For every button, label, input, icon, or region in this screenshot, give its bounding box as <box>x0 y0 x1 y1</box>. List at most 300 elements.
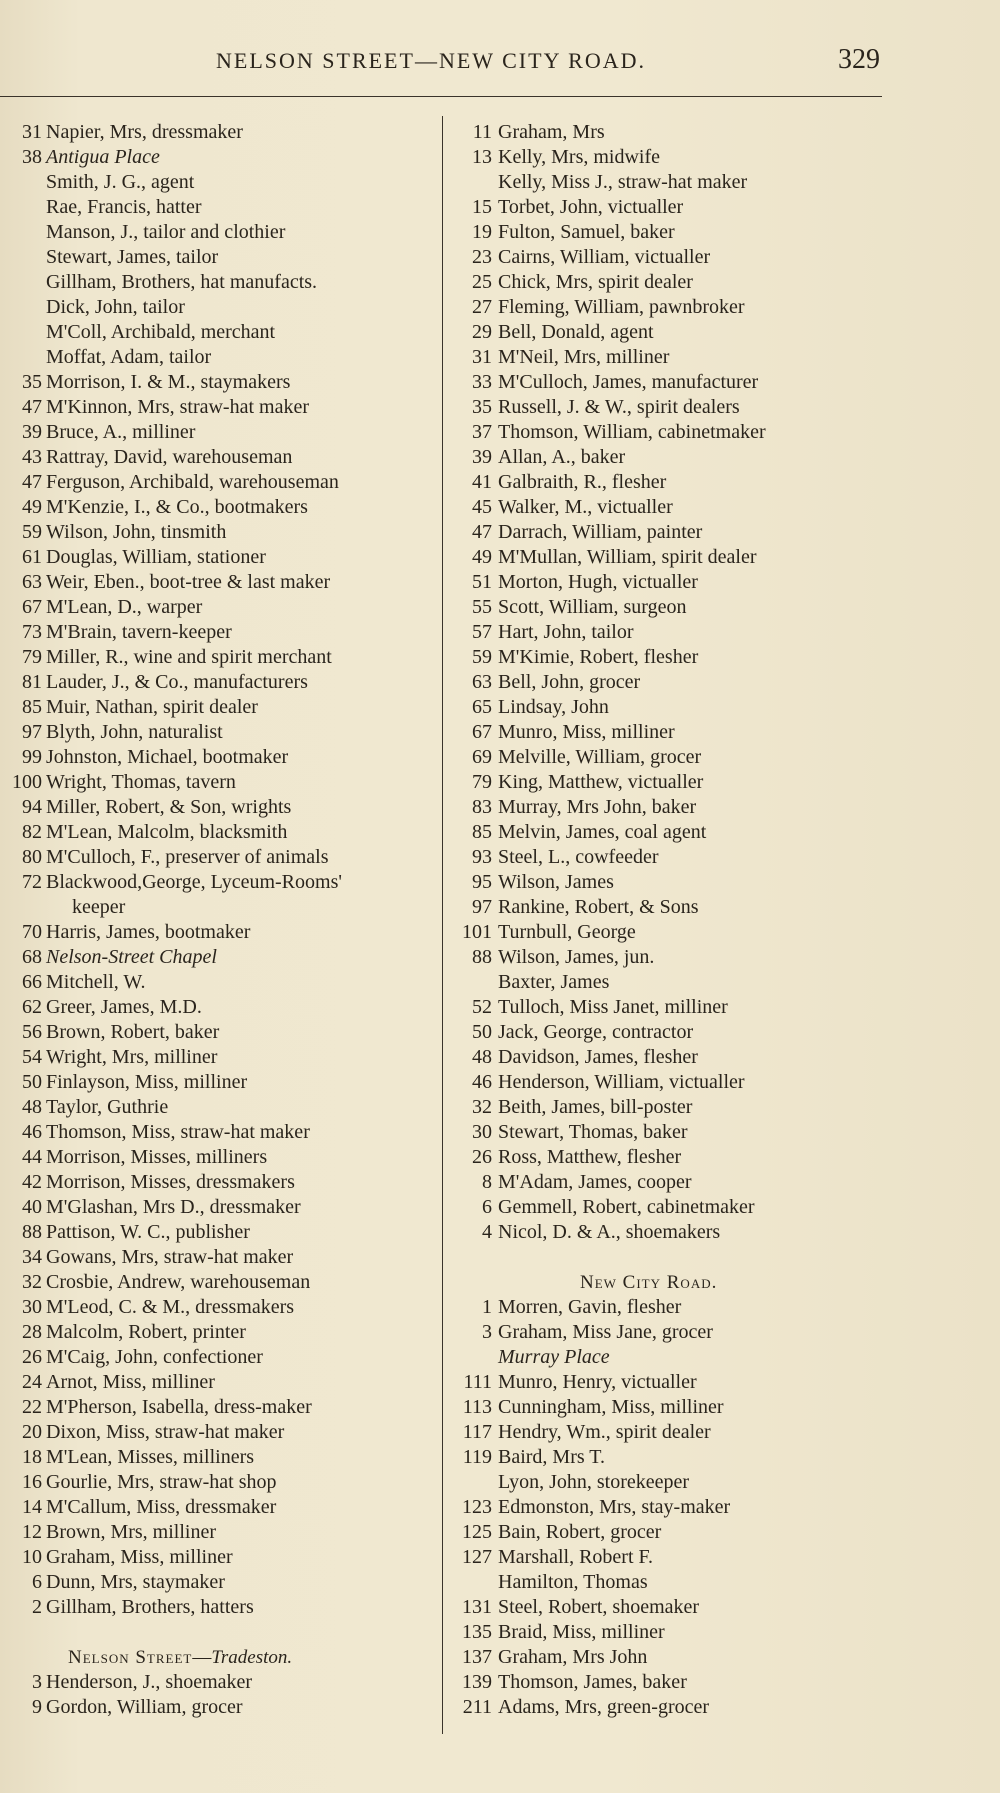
occupant-entry: Munro, Miss, milliner <box>498 721 675 743</box>
directory-entry <box>452 1045 882 1070</box>
directory-entry <box>0 1095 440 1120</box>
directory-entry <box>452 1495 882 1520</box>
house-number: 139 <box>462 1671 492 1693</box>
header-rule <box>0 96 882 97</box>
occupant-entry: M'Kimie, Robert, flesher <box>498 646 699 668</box>
house-number: 31 <box>472 346 492 368</box>
occupant-entry: Morrison, Misses, milliners <box>46 1146 268 1168</box>
directory-entry <box>0 670 440 695</box>
directory-entry <box>0 495 440 520</box>
occupant-entry: Adams, Mrs, green-grocer <box>498 1696 710 1718</box>
house-number: 80 <box>22 846 42 868</box>
occupant-entry: Wilson, James, jun. <box>498 946 655 968</box>
house-number: 48 <box>472 1046 492 1068</box>
occupant-entry: M'Mullan, William, spirit dealer <box>498 546 757 568</box>
house-number: 34 <box>22 1246 42 1268</box>
occupant-entry: Smith, J. G., agent <box>46 171 195 193</box>
house-number: 12 <box>22 1521 42 1543</box>
occupant-entry: Ross, Matthew, flesher <box>498 1146 682 1168</box>
directory-entry <box>0 420 440 445</box>
house-number: 46 <box>22 1121 42 1143</box>
occupant-entry: M'Lean, Malcolm, blacksmith <box>46 821 288 843</box>
directory-entry <box>0 145 440 170</box>
directory-entry <box>452 1020 882 1045</box>
house-number: 40 <box>22 1196 42 1218</box>
house-number: 19 <box>472 221 492 243</box>
house-number: 72 <box>22 871 42 893</box>
directory-entry <box>452 1420 882 1445</box>
section-heading-new-city-road <box>452 1270 882 1295</box>
directory-entry <box>0 1445 440 1470</box>
occupant-entry: M'Brain, tavern-keeper <box>46 621 232 643</box>
directory-entry <box>452 1345 882 1370</box>
directory-entry <box>452 1195 882 1220</box>
left-column <box>0 120 440 1720</box>
house-number: 111 <box>463 1371 492 1393</box>
directory-entry <box>0 620 440 645</box>
directory-entry <box>452 1370 882 1395</box>
occupant-entry: Braid, Miss, milliner <box>498 1621 665 1643</box>
occupant-entry: Lauder, J., & Co., manufacturers <box>46 671 308 693</box>
house-number: 45 <box>472 496 492 518</box>
house-number: 32 <box>472 1096 492 1118</box>
directory-entry <box>0 1020 440 1045</box>
house-number: 24 <box>22 1371 42 1393</box>
occupant-entry: Douglas, William, stationer <box>46 546 266 568</box>
house-number: 33 <box>472 371 492 393</box>
house-number: 11 <box>472 121 492 143</box>
page-header <box>0 44 1000 84</box>
directory-entry <box>452 845 882 870</box>
occupant-entry: Blackwood,George, Lyceum-Rooms' <box>46 871 342 893</box>
occupant-entry: Gordon, William, grocer <box>46 1696 243 1718</box>
occupant-entry: Steel, L., cowfeeder <box>498 846 659 868</box>
house-number: 25 <box>472 271 492 293</box>
house-number: 88 <box>22 1221 42 1243</box>
occupant-entry: Steel, Robert, shoemaker <box>498 1596 700 1618</box>
directory-entry <box>0 1220 440 1245</box>
directory-entry <box>0 870 440 895</box>
house-number: 44 <box>22 1146 42 1168</box>
section-gap <box>0 1620 440 1645</box>
house-number: 47 <box>472 521 492 543</box>
directory-entry <box>0 920 440 945</box>
directory-entry <box>452 395 882 420</box>
occupant-entry: M'Leod, C. & M., dressmakers <box>46 1296 295 1318</box>
occupant-entry: Pattison, W. C., publisher <box>46 1221 250 1243</box>
directory-entry <box>452 1395 882 1420</box>
section-heading-road: New City Road. <box>580 1272 718 1293</box>
occupant-entry: Cunningham, Miss, milliner <box>498 1396 724 1418</box>
house-number: 6 <box>482 1196 492 1218</box>
directory-entry <box>0 1695 440 1720</box>
section-heading-district: Tradeston. <box>211 1647 293 1668</box>
house-number: 113 <box>462 1396 492 1418</box>
occupant-entry: Marshall, Robert F. <box>498 1546 654 1568</box>
house-number: 9 <box>32 1696 42 1718</box>
occupant-entry: Gillham, Brothers, hatters <box>46 1596 254 1618</box>
occupant-entry: Stewart, Thomas, baker <box>498 1121 688 1143</box>
directory-entry <box>452 145 882 170</box>
directory-entry <box>0 1070 440 1095</box>
occupant-entry: Munro, Henry, victualler <box>498 1371 697 1393</box>
occupant-entry: keeper <box>72 896 126 918</box>
house-number: 66 <box>22 971 42 993</box>
house-number: 55 <box>472 596 492 618</box>
occupant-entry: Fleming, William, pawnbroker <box>498 296 745 318</box>
house-number: 83 <box>472 796 492 818</box>
occupant-entry: Morrison, Misses, dressmakers <box>46 1171 295 1193</box>
directory-entry <box>452 870 882 895</box>
directory-entry <box>0 1245 440 1270</box>
occupant-entry: M'Lean, Misses, milliners <box>46 1446 255 1468</box>
house-number: 1 <box>482 1296 492 1318</box>
occupant-entry: M'Glashan, Mrs D., dressmaker <box>46 1196 301 1218</box>
occupant-entry: Rattray, David, warehouseman <box>46 446 293 468</box>
occupant-entry: Melville, William, grocer <box>498 746 702 768</box>
directory-entry <box>0 720 440 745</box>
house-number: 59 <box>472 646 492 668</box>
house-number: 85 <box>472 821 492 843</box>
directory-entry <box>452 1695 882 1720</box>
occupant-entry: Tulloch, Miss Janet, milliner <box>498 996 728 1018</box>
occupant-entry: Arnot, Miss, milliner <box>46 1371 215 1393</box>
occupant-entry: Baxter, James <box>498 971 610 993</box>
directory-entry <box>452 495 882 520</box>
directory-entry <box>0 545 440 570</box>
directory-entry <box>0 120 440 145</box>
occupant-entry: Bell, Donald, agent <box>498 321 654 343</box>
directory-entry <box>452 820 882 845</box>
house-number: 88 <box>472 946 492 968</box>
house-number: 43 <box>22 446 42 468</box>
directory-entry <box>452 320 882 345</box>
occupant-entry: Baird, Mrs T. <box>498 1446 606 1468</box>
directory-entry <box>452 270 882 295</box>
page-number: 329 <box>838 44 880 75</box>
directory-entry <box>0 1120 440 1145</box>
occupant-entry: Thomson, William, cabinetmaker <box>498 421 766 443</box>
directory-entry <box>0 570 440 595</box>
occupant-entry: Dixon, Miss, straw-hat maker <box>46 1421 285 1443</box>
house-number: 52 <box>472 996 492 1018</box>
house-number: 37 <box>472 421 492 443</box>
directory-entry <box>452 920 882 945</box>
directory-entry <box>0 1195 440 1220</box>
section-heading-dash: — <box>192 1647 212 1668</box>
house-number: 23 <box>472 246 492 268</box>
occupant-entry: Moffat, Adam, tailor <box>46 346 212 368</box>
directory-entry <box>452 795 882 820</box>
occupant-entry: M'Coll, Archibald, merchant <box>46 321 276 343</box>
house-number: 48 <box>22 1096 42 1118</box>
directory-entry <box>0 1045 440 1070</box>
directory-entry <box>452 345 882 370</box>
occupant-entry: Scott, William, surgeon <box>498 596 687 618</box>
occupant-entry: Graham, Mrs John <box>498 1646 648 1668</box>
house-number: 81 <box>22 671 42 693</box>
occupant-entry: Turnbull, George <box>498 921 636 943</box>
directory-entry <box>0 520 440 545</box>
occupant-entry: Wright, Thomas, tavern <box>46 771 236 793</box>
directory-entry <box>0 645 440 670</box>
occupant-entry: M'Callum, Miss, dressmaker <box>46 1496 277 1518</box>
house-number: 20 <box>22 1421 42 1443</box>
directory-entry <box>0 1370 440 1395</box>
occupant-entry: Brown, Mrs, milliner <box>46 1521 216 1543</box>
house-number: 101 <box>462 921 492 943</box>
directory-entry <box>452 770 882 795</box>
directory-entry <box>452 1095 882 1120</box>
occupant-entry: Allan, A., baker <box>498 446 626 468</box>
directory-entry <box>0 945 440 970</box>
occupant-entry: Graham, Miss Jane, grocer <box>498 1321 713 1343</box>
house-number: 70 <box>22 921 42 943</box>
house-number: 137 <box>462 1646 492 1668</box>
house-number: 82 <box>22 821 42 843</box>
directory-entry <box>0 1470 440 1495</box>
house-number: 117 <box>462 1421 492 1443</box>
house-number: 67 <box>22 596 42 618</box>
directory-entry <box>0 1395 440 1420</box>
house-number: 6 <box>32 1571 42 1593</box>
directory-entry <box>452 420 882 445</box>
house-number: 97 <box>22 721 42 743</box>
house-number: 30 <box>22 1296 42 1318</box>
right-entries <box>452 120 882 1245</box>
occupant-entry: Greer, James, M.D. <box>46 996 202 1018</box>
directory-entry <box>0 995 440 1020</box>
house-number: 3 <box>482 1321 492 1343</box>
house-number: 39 <box>22 421 42 443</box>
directory-entry <box>452 1470 882 1495</box>
directory-entry <box>452 970 882 995</box>
running-title: NELSON STREET—NEW CITY ROAD. <box>216 48 646 73</box>
occupant-entry: Thomson, James, baker <box>498 1671 687 1693</box>
occupant-entry: Rae, Francis, hatter <box>46 196 202 218</box>
directory-entry <box>0 1595 440 1620</box>
directory-entry <box>452 595 882 620</box>
occupant-entry: Crosbie, Andrew, warehouseman <box>46 1271 311 1293</box>
occupant-entry: Taylor, Guthrie <box>46 1096 169 1118</box>
house-number: 47 <box>22 471 42 493</box>
directory-entry <box>452 195 882 220</box>
house-number: 13 <box>472 146 492 168</box>
section-heading-nelson-street-tradeston <box>0 1645 440 1670</box>
occupant-entry: M'Caig, John, confectioner <box>46 1346 263 1368</box>
occupant-entry: Gowans, Mrs, straw-hat maker <box>46 1246 294 1268</box>
house-number: 18 <box>22 1446 42 1468</box>
directory-entry <box>0 770 440 795</box>
occupant-entry: Bruce, A., milliner <box>46 421 196 443</box>
occupant-entry: Gillham, Brothers, hat manufacts. <box>46 271 318 293</box>
occupant-entry: Bain, Robert, grocer <box>498 1521 662 1543</box>
occupant-entry: Blyth, John, naturalist <box>46 721 223 743</box>
section-gap <box>452 1245 882 1270</box>
occupant-entry: Johnston, Michael, bootmaker <box>46 746 289 768</box>
occupant-entry: Morton, Hugh, victualler <box>498 571 698 593</box>
column-divider <box>442 116 443 1734</box>
directory-entry <box>0 1145 440 1170</box>
place-name: Murray Place <box>498 1346 610 1368</box>
house-number: 46 <box>472 1071 492 1093</box>
directory-entry <box>0 695 440 720</box>
house-number: 42 <box>22 1171 42 1193</box>
occupant-entry: Thomson, Miss, straw-hat maker <box>46 1121 310 1143</box>
directory-entry <box>452 1120 882 1145</box>
occupant-entry: Harris, James, bootmaker <box>46 921 251 943</box>
occupant-entry: M'Kenzie, I., & Co., bootmakers <box>46 496 308 518</box>
directory-entry <box>452 1520 882 1545</box>
directory-entry <box>452 545 882 570</box>
directory-entry <box>452 470 882 495</box>
directory-entry <box>452 370 882 395</box>
occupant-entry: Dunn, Mrs, staymaker <box>46 1571 225 1593</box>
house-number: 22 <box>22 1396 42 1418</box>
occupant-entry: M'Culloch, James, manufacturer <box>498 371 759 393</box>
house-number: 119 <box>462 1446 492 1468</box>
occupant-entry: Wilson, James <box>498 871 614 893</box>
directory-entry <box>0 1170 440 1195</box>
house-number: 50 <box>472 1021 492 1043</box>
occupant-entry: Muir, Nathan, spirit dealer <box>46 696 258 718</box>
house-number: 123 <box>462 1496 492 1518</box>
occupant-entry: Weir, Eben., boot-tree & last maker <box>46 571 331 593</box>
occupant-entry: M'Kinnon, Mrs, straw-hat maker <box>46 396 309 418</box>
directory-entry <box>452 1670 882 1695</box>
occupant-entry: M'Adam, James, cooper <box>498 1171 692 1193</box>
occupant-entry: Wilson, John, tinsmith <box>46 521 227 543</box>
directory-entry <box>452 945 882 970</box>
directory-entry <box>452 570 882 595</box>
occupant-entry: Malcolm, Robert, printer <box>46 1321 246 1343</box>
occupant-entry: Henderson, William, victualler <box>498 1071 745 1093</box>
house-number: 2 <box>32 1596 42 1618</box>
occupant-entry: Fulton, Samuel, baker <box>498 221 675 243</box>
house-number: 211 <box>462 1696 492 1718</box>
directory-entry <box>0 270 440 295</box>
house-number: 47 <box>22 396 42 418</box>
house-number: 14 <box>22 1496 42 1518</box>
occupant-entry: Morren, Gavin, flesher <box>498 1296 682 1318</box>
directory-entry <box>0 1345 440 1370</box>
directory-entry <box>0 470 440 495</box>
directory-entry <box>0 1495 440 1520</box>
occupant-entry: Brown, Robert, baker <box>46 1021 220 1043</box>
house-number: 79 <box>22 646 42 668</box>
section-heading-street: Nelson Street <box>68 1647 193 1668</box>
right-tail-entries <box>452 1295 882 1720</box>
directory-entry <box>0 370 440 395</box>
house-number: 54 <box>22 1046 42 1068</box>
house-number: 29 <box>472 321 492 343</box>
occupant-entry: Miller, R., wine and spirit merchant <box>46 646 332 668</box>
house-number: 30 <box>472 1121 492 1143</box>
occupant-entry: Bell, John, grocer <box>498 671 641 693</box>
occupant-entry: Finlayson, Miss, milliner <box>46 1071 248 1093</box>
directory-entry <box>452 520 882 545</box>
house-number: 127 <box>462 1546 492 1568</box>
house-number: 57 <box>472 621 492 643</box>
directory-entry <box>452 1545 882 1570</box>
house-number: 61 <box>22 546 42 568</box>
occupant-entry: Beith, James, bill-poster <box>498 1096 693 1118</box>
occupant-entry: Edmonston, Mrs, stay-maker <box>498 1496 731 1518</box>
directory-entry <box>0 1520 440 1545</box>
occupant-entry: Manson, J., tailor and clothier <box>46 221 286 243</box>
occupant-entry: Ferguson, Archibald, warehouseman <box>46 471 339 493</box>
house-number: 35 <box>472 396 492 418</box>
directory-entry <box>0 445 440 470</box>
house-number: 27 <box>472 296 492 318</box>
house-number: 94 <box>22 796 42 818</box>
occupant-entry: Miller, Robert, & Son, wrights <box>46 796 292 818</box>
directory-entry <box>0 1270 440 1295</box>
directory-entry <box>452 1220 882 1245</box>
directory-entry <box>0 245 440 270</box>
house-number: 59 <box>22 521 42 543</box>
occupant-entry: Davidson, James, flesher <box>498 1046 698 1068</box>
occupant-entry: Rankine, Robert, & Sons <box>498 896 699 918</box>
house-number: 38 <box>22 146 42 168</box>
directory-entry <box>452 895 882 920</box>
house-number: 125 <box>462 1521 492 1543</box>
directory-entry <box>452 670 882 695</box>
house-number: 69 <box>472 746 492 768</box>
house-number: 135 <box>462 1621 492 1643</box>
directory-entry <box>0 745 440 770</box>
directory-entry <box>0 1320 440 1345</box>
house-number: 49 <box>22 496 42 518</box>
directory-entry <box>0 395 440 420</box>
directory-entry <box>0 295 440 320</box>
occupant-entry: Wright, Mrs, milliner <box>46 1046 218 1068</box>
directory-entry <box>452 745 882 770</box>
occupant-entry: Gourlie, Mrs, straw-hat shop <box>46 1471 277 1493</box>
house-number: 51 <box>472 571 492 593</box>
directory-entry <box>0 345 440 370</box>
occupant-entry: M'Lean, D., warper <box>46 596 203 618</box>
directory-entry <box>452 1595 882 1620</box>
occupant-entry: Lyon, John, storekeeper <box>498 1471 690 1493</box>
occupant-entry: Morrison, I. & M., staymakers <box>46 371 291 393</box>
occupant-entry: Russell, J. & W., spirit dealers <box>498 396 740 418</box>
directory-entry <box>452 1645 882 1670</box>
right-column <box>452 120 882 1720</box>
directory-entry <box>0 1570 440 1595</box>
occupant-entry: Napier, Mrs, dressmaker <box>46 121 243 143</box>
occupant-entry: Hart, John, tailor <box>498 621 634 643</box>
house-number: 41 <box>472 471 492 493</box>
directory-entry <box>452 295 882 320</box>
house-number: 97 <box>472 896 492 918</box>
house-number: 39 <box>472 446 492 468</box>
occupant-entry: Dick, John, tailor <box>46 296 185 318</box>
directory-entry <box>452 995 882 1020</box>
directory-entry <box>0 1545 440 1570</box>
house-number: 68 <box>22 946 42 968</box>
house-number: 10 <box>22 1546 42 1568</box>
house-number: 95 <box>472 871 492 893</box>
house-number: 31 <box>22 121 42 143</box>
occupant-entry: Graham, Mrs <box>498 121 605 143</box>
house-number: 56 <box>22 1021 42 1043</box>
house-number: 26 <box>472 1146 492 1168</box>
house-number: 4 <box>482 1221 492 1243</box>
directory-entry <box>0 1420 440 1445</box>
occupant-entry: M'Pherson, Isabella, dress-maker <box>46 1396 312 1418</box>
house-number: 49 <box>472 546 492 568</box>
